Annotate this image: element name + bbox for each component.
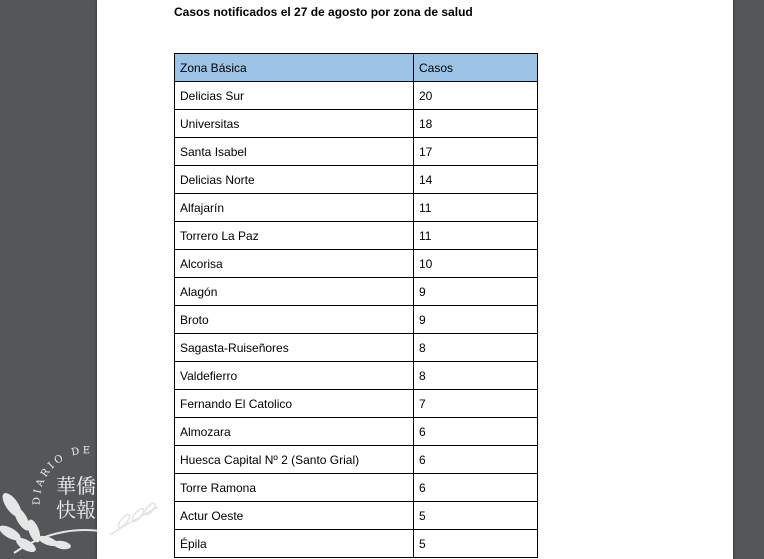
casos-cell: 7 xyxy=(414,390,538,418)
casos-cell: 11 xyxy=(414,222,538,250)
casos-cell: 8 xyxy=(414,362,538,390)
zona-cell: Actur Oeste xyxy=(175,502,414,530)
table-row xyxy=(175,278,538,306)
zona-cell: Alagón xyxy=(175,278,414,306)
zona-cell: Almozara xyxy=(175,418,414,446)
header-zona-basica: Zona Básica xyxy=(175,54,414,82)
zona-cell: Alcorisa xyxy=(175,250,414,278)
zona-cell: Alfajarín xyxy=(175,194,414,222)
zona-cell: Broto xyxy=(175,306,414,334)
cases-table xyxy=(174,53,538,558)
casos-cell: 20 xyxy=(414,82,538,110)
table-header-row xyxy=(175,54,538,82)
zona-cell: Universitas xyxy=(175,110,414,138)
casos-cell: 9 xyxy=(414,306,538,334)
zona-cell: Épila xyxy=(175,530,414,558)
document-page xyxy=(97,0,733,559)
watermark-latin-text: DIARIO DE CHINOS xyxy=(31,445,144,506)
zona-cell: Sagasta-Ruiseñores xyxy=(175,334,414,362)
header-casos: Casos xyxy=(414,54,538,82)
casos-cell: 6 xyxy=(414,418,538,446)
table-row xyxy=(175,502,538,530)
watermark-chinese-line-2: 快報 xyxy=(56,498,96,522)
casos-cell: 11 xyxy=(414,194,538,222)
zona-cell: Santa Isabel xyxy=(175,138,414,166)
table-row xyxy=(175,138,538,166)
table-row xyxy=(175,530,538,558)
casos-cell: 14 xyxy=(414,166,538,194)
casos-cell: 17 xyxy=(414,138,538,166)
casos-cell: 18 xyxy=(414,110,538,138)
table-row xyxy=(175,362,538,390)
table-row xyxy=(175,110,538,138)
table-row xyxy=(175,222,538,250)
casos-cell: 5 xyxy=(414,530,538,558)
table-row xyxy=(175,334,538,362)
casos-cell: 8 xyxy=(414,334,538,362)
zona-cell: Delicias Norte xyxy=(175,166,414,194)
table-row xyxy=(175,474,538,502)
table-row xyxy=(175,390,538,418)
casos-cell: 9 xyxy=(414,278,538,306)
watermark-chinese-line-1: 華僑 xyxy=(56,474,96,498)
table-row xyxy=(175,250,538,278)
table-row xyxy=(175,82,538,110)
casos-cell: 10 xyxy=(414,250,538,278)
table-row xyxy=(175,306,538,334)
zona-cell: Valdefierro xyxy=(175,362,414,390)
zona-cell: Torre Ramona xyxy=(175,474,414,502)
zona-cell: Delicias Sur xyxy=(175,82,414,110)
casos-cell: 6 xyxy=(414,446,538,474)
casos-cell: 6 xyxy=(414,474,538,502)
zona-cell: Fernando El Catolico xyxy=(175,390,414,418)
zona-cell: Huesca Capital Nº 2 (Santo Grial) xyxy=(175,446,414,474)
casos-cell: 5 xyxy=(414,502,538,530)
table-row xyxy=(175,166,538,194)
table-row xyxy=(175,418,538,446)
zona-cell: Torrero La Paz xyxy=(175,222,414,250)
document-title: Casos notificados el 27 de agosto por zona de salud xyxy=(174,5,473,19)
table-row xyxy=(175,446,538,474)
table-row xyxy=(175,194,538,222)
